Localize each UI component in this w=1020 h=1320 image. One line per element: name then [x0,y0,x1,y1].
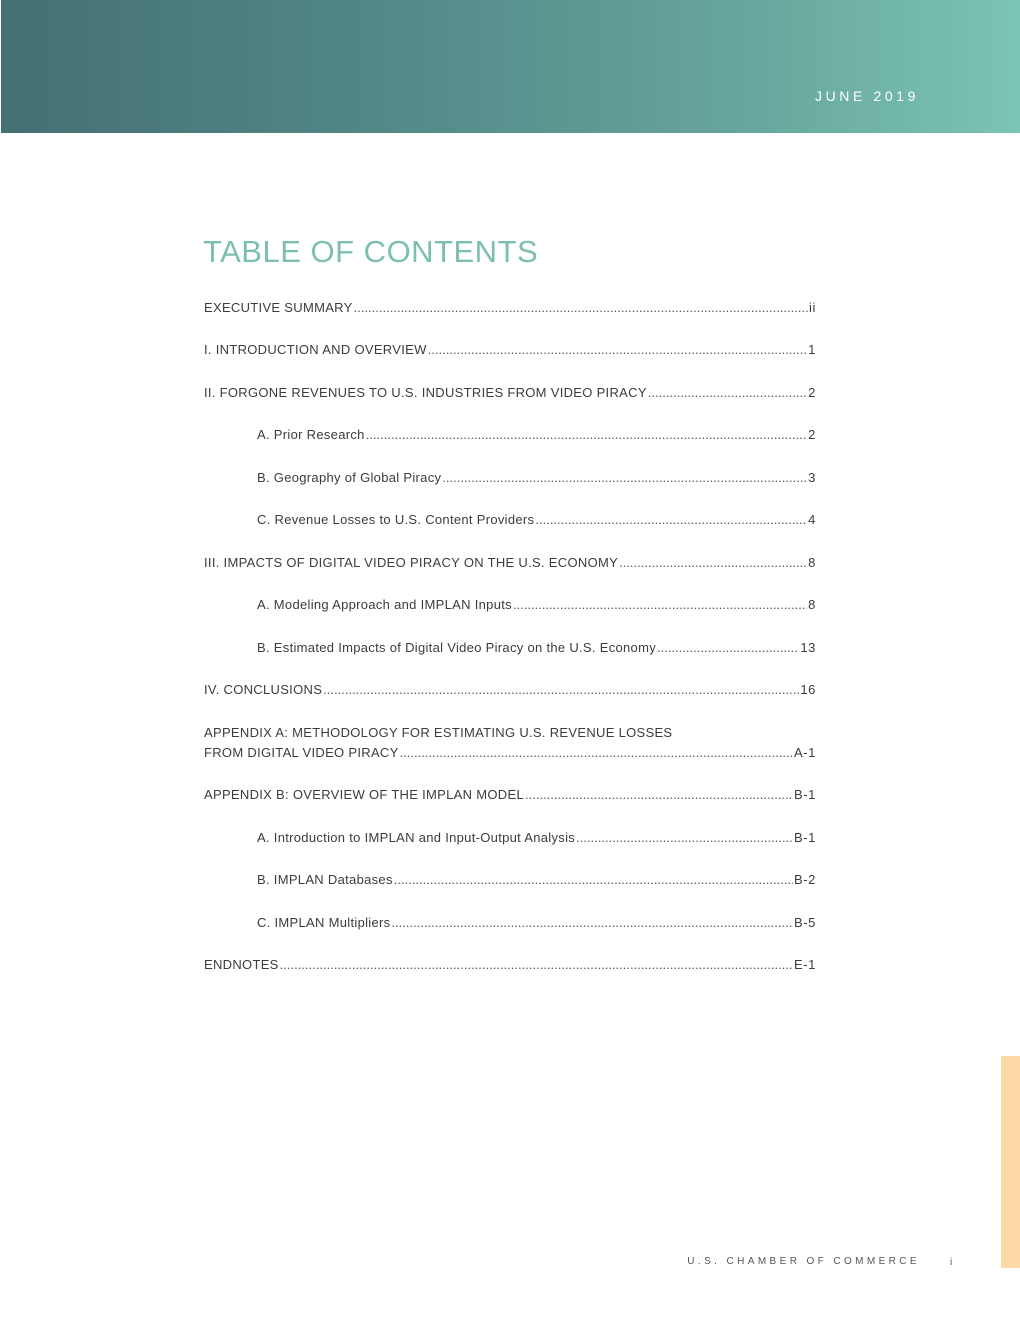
toc-entry-page: 13 [800,640,816,655]
toc-entry-line [257,913,816,933]
dot-leader [513,595,807,615]
toc-entry-line [204,383,816,403]
dot-leader [366,425,807,445]
toc-entry-line [257,828,816,848]
toc-entry-page: E-1 [793,957,816,972]
toc-entry-page: 3 [808,470,816,485]
dot-leader [619,553,807,573]
toc-entry-page: 2 [808,427,816,442]
toc-entry-title: II. FORGONE REVENUES TO U.S. INDUSTRIES FROM VIDEO PIRACY [204,385,647,400]
toc-entry[interactable] [257,468,816,488]
dot-leader [576,828,793,848]
toc-entry-line [204,298,816,318]
toc-entry[interactable] [204,340,816,360]
toc-entry-page: 16 [800,682,816,697]
toc-entry-line [204,553,816,573]
toc-entry-line [257,870,816,890]
dot-leader [280,955,793,975]
dot-leader [354,298,808,318]
page-title: TABLE OF CONTENTS [203,234,539,269]
toc-entry[interactable] [257,828,816,848]
toc-entry-title: C. IMPLAN Multipliers [257,915,391,930]
toc-entry-line [204,785,816,805]
toc-entry[interactable] [204,680,816,700]
toc-entry-title: IV. CONCLUSIONS [204,682,323,697]
dot-leader [657,638,799,658]
dot-leader [394,870,793,890]
toc-entry-page: 2 [808,385,816,400]
dot-leader [648,383,807,403]
toc-entry-title: APPENDIX B: OVERVIEW OF THE IMPLAN MODEL [204,787,524,802]
toc-entry-page: 1 [808,342,816,357]
toc-entry-title: B. Geography of Global Piracy [257,470,442,485]
toc-entry-line [204,340,816,360]
toc-entry[interactable] [257,425,816,445]
toc-entry-page: 8 [808,597,816,612]
toc-entry[interactable] [257,870,816,890]
dot-leader [442,468,807,488]
toc-entry-page: 8 [808,555,816,570]
toc-entry-line [257,638,816,658]
dot-leader [323,680,799,700]
toc-entry[interactable] [257,638,816,658]
dot-leader [428,340,807,360]
dot-leader [535,510,807,530]
toc-entry-line [257,468,816,488]
footer-organization: U.S. CHAMBER OF COMMERCE [687,1256,920,1267]
toc-entry-title: III. IMPACTS OF DIGITAL VIDEO PIRACY ON THE U.S. ECONOMY [204,555,619,570]
toc-entry-line [257,595,816,615]
accent-bar [1001,1056,1020,1268]
toc-entry-title: B. Estimated Impacts of Digital Video Piracy on the U.S. Economy [257,640,657,655]
toc-entry[interactable] [204,383,816,403]
toc-entry-page: B-1 [793,830,816,845]
toc-entry-title: A. Modeling Approach and IMPLAN Inputs [257,597,512,612]
toc-entry-title: A. Introduction to IMPLAN and Input-Output Analysis [257,830,576,845]
report-date: JUNE 2019 [815,88,919,104]
footer-page-number: i [950,1257,953,1268]
toc-entry-line [257,510,816,530]
toc-entry-line [257,425,816,445]
toc-entry[interactable] [257,510,816,530]
toc-entry-title: ENDNOTES [204,957,279,972]
dot-leader [391,913,793,933]
toc-entry-page: B-1 [793,787,816,802]
toc-entry-title: APPENDIX A: METHODOLOGY FOR ESTIMATING U.S. REVENUE LOSSES [204,725,673,740]
dot-leader [400,743,793,763]
toc-entry-line [204,955,816,975]
dot-leader [525,785,793,805]
toc-entry[interactable] [204,298,816,318]
toc-entry-title: FROM DIGITAL VIDEO PIRACY [204,745,399,760]
toc-entry-title: EXECUTIVE SUMMARY [204,300,353,315]
toc-entry[interactable] [204,553,816,573]
toc-entry-title: B. IMPLAN Databases [257,872,393,887]
toc-entry-page: B-5 [793,915,816,930]
toc-entry-line [204,680,816,700]
toc-entry-page: 4 [808,512,816,527]
toc-entry-page: ii [809,300,816,315]
toc-entry[interactable] [204,955,816,975]
toc-entry-title: I. INTRODUCTION AND OVERVIEW [204,342,427,357]
toc-entry[interactable] [257,595,816,615]
toc-entry[interactable] [204,785,816,805]
toc-entry-title: C. Revenue Losses to U.S. Content Providers [257,512,535,527]
toc-entry-page: B-2 [793,872,816,887]
toc-entry-line [204,743,816,763]
toc-entry-title: A. Prior Research [257,427,365,442]
toc-entry-line [204,723,816,743]
toc-entry[interactable] [257,913,816,933]
toc-entry-page: A-1 [793,745,816,760]
toc-entry[interactable] [204,723,816,763]
